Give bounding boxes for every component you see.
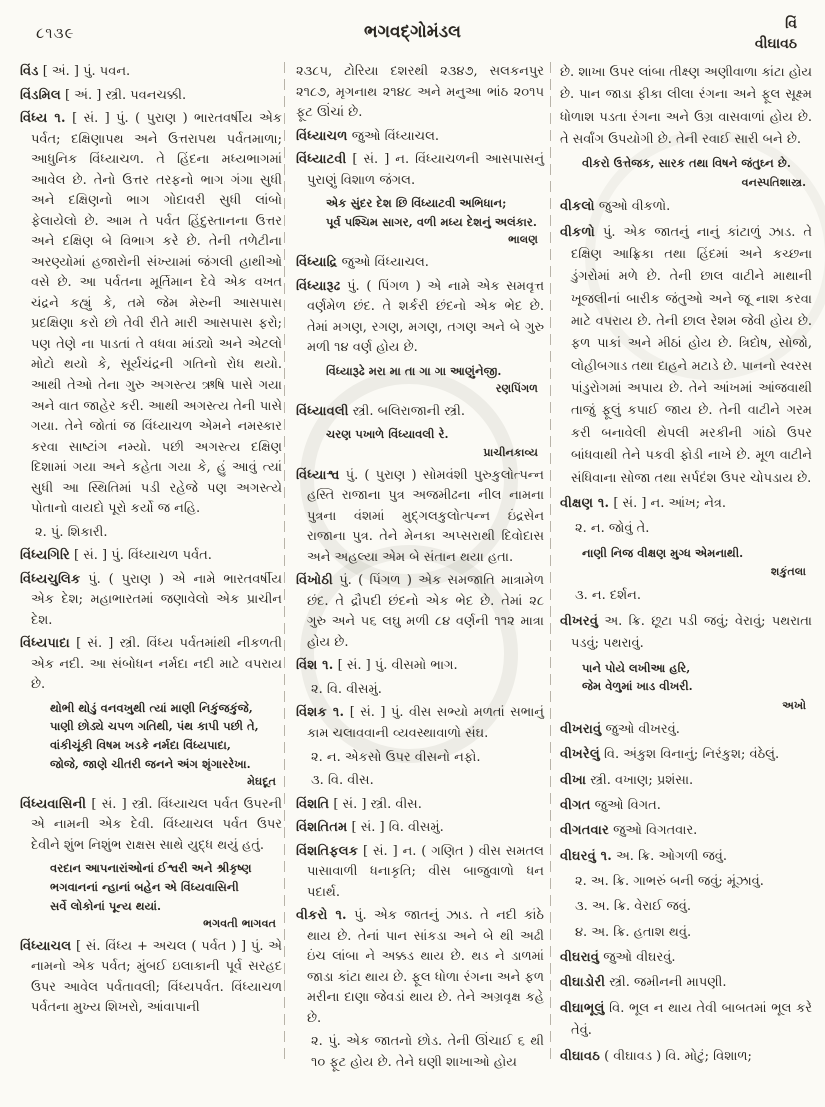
dictionary-entry: વિંધ્યપાદા [ સં. ] સ્ત્રી. વિંધ્ય પર્વતમાંથી નીકળતી એક નદી. આ સંબોધન નર્મદા નદી માટે વપરાય છે. [20,636,282,693]
column-middle [296,62,544,1077]
dictionary-entry: વિંડ [ અં. ] પું. પવન. [20,64,131,79]
dictionary-entry: વીઘાડોરી સ્ત્રી. જમીનની માપણી. [560,975,727,991]
headword: વિંધ્યાદ્રિ [296,254,338,270]
sense-line: ૨. અ. ક્રિ. ગાભરું બની જવું; મૂંઝાવું. [575,874,764,890]
headword: વિંધ્યાવલી [296,403,349,419]
column-right [560,62,812,1071]
verse-line: જોજે, જાણે ચીતરી જનને અંગ શૃંગારરેખા. [50,756,251,771]
sense-line: ૨. પું. એક જાતનો છોડ. તેની ઊંચાઈ ૬ થી ૧૦ ફૂટ હોય છે. તેને ઘણી શાખાઓ હોય [311,1034,544,1070]
guide-word-bottom: વીઘાવઠ [754,36,797,53]
headword: વિંધ્યાચળ [296,128,348,144]
dictionary-entry: વિંધ્યાવલી સ્ત્રી. બલિરાજાની સ્ત્રી. [296,403,465,419]
dictionary-entry: વિંધ્યચુલિક પું. ( પુરાણ ) એ નામે ભારતવર્ષીય એક દેશ; મહાભારતમાં જણાવેલો એક પ્રાચીન દેશ. [20,571,282,628]
guide-word-top: વિં [785,16,797,32]
verse-quotation [296,194,544,231]
sense-line: ૨. વિ. વીસમું. [311,681,382,697]
headword: વિંધ્યાશ્વ [296,467,340,483]
dictionary-entry: વિંશતિ [ સં. ] સ્ત્રી. વીસ. [296,796,422,812]
headword: વિંધ્યપાદા [20,636,70,652]
verse-line: વિંધ્યારૂઢે મરા મા તા ગા ગા આણુંનેજી. [326,363,502,378]
verse-line: પાણી છોડ્યે ચપળ ગતિથી, પંથ કાપી પછી તે, [50,719,259,734]
dictionary-entry: વિંધ્યવાસિની [ સં. ] સ્ત્રી. વિંધ્યાચલ પર્વત ઉપરની એ નામની એક દેવી. વિંધ્યાચલ પર્વત ઉપર દેવીને શુંભ નિશુંભ રાક્ષસ સાથે યુદ્ધ થયું હતું. [20,796,282,853]
sense-line: ૩. અ. ક્રિ. વેરાઈ જવું. [575,899,691,915]
dictionary-entry: વિંધ્યાટવી [ સં. ] ન. વિંધ્યાચળની આસપાસનું પુરાણું વિશાળ જંગલ. [296,152,544,188]
citation-attribution: અખો [782,697,806,712]
dictionary-entry: વિંશતિતમ [ સં. ] વિ. વીસમું. [296,820,444,836]
continuation-text: છે. શાખા ઉપર લાંબા તીક્ષ્ણ અણીવાળા કાંટા હોય છે. પાન જાડા ફીકા લીલા રંગના અને ફૂલ સૂક્ષ્મ ધોળાશ પડતા રંગના અને ઉગ્ર વાસવાળાં હોય છે. તે સર્વાંગ ઉપયોગી છે. તેની રવાઈ સારી બને છે. [560,65,813,148]
verse-line: ચરણ પખાળે વિંધ્યાવલી રે. [326,427,449,442]
dictionary-entry: વીખરવું અ. ક્રિ. છૂટા પડી જવું; વેરાવું; પથરાતા પડવું; પથરાવું. [560,613,812,652]
sense-line: ૨. ન. એકસો ઉપર વીસનો નફો. [311,749,481,765]
dictionary-entry: વીઘાભૂલું વિ. ભૂલ ન થાય તેવી બાબતમાં ભૂલ કરે તેવું. [560,1000,812,1039]
dictionary-entry: વિંખોઠી પું. ( પિંગળ ) એક સમજાતિ માત્રામેળ છંદ. તે દ્રૌપદી છંદનો એક ભેદ છે. તેમાં ૨૮ ગુરુ અને ૫૬ લઘુ મળી ૮૪ વર્ણની ૧૧૨ માત્રા હોય છે. [296,573,544,650]
citation-attribution: ભાલણ [508,232,538,247]
dictionary-entry: વીગત જુઓ વિગત. [560,797,661,813]
dictionary-entry: વિંશક ૧. [ સં. ] પું. વીસ સભ્યો મળતાં સભાનું કામ ચલાવવાની વ્યવસ્થાવાળો સંઘ. [296,705,544,741]
headword: વિંશક ૧. [296,705,345,721]
citation-attribution: શકુંતલા [770,564,806,579]
verse-line: પૂર્વ પશ્ચિમ સાગર, વળી મધ્ય દેશનું અલંકાર. [326,214,537,229]
sense-line: ૨. પું. શિકારી. [35,524,108,540]
headword: વીખરેલું [560,747,600,763]
dictionary-entry: વિંધ્યાદ્રિ જુઓ વિંધ્યાચલ. [296,254,429,270]
citation-attribution: વનસ્પતિશાસ્ત્ર. [741,174,806,189]
headword: વિંડમિલ [20,87,61,103]
headword: વીઘાવઠ [560,1048,600,1064]
headword: વીઘાડોરી [560,975,606,991]
verse-line: વીકરો ઉત્તેજક, સારક તથા વિષને જંતુઘ્ન છે. [582,156,791,171]
dictionary-entry: વીકરો ૧. પું. એક જાતનું ઝાડ. તે નદી કાંઠે થાય છે. તેનાં પાન સાંકડા અને બે થી અઢી ઇંચ લાંબા ને અક્કડ થાય છે. થડ ને ડાળમાં જાડા કાંટા થાય છે. ફૂલ ધોળા રંગના અને ફળ મરીના દાણા જેવડાં થાય છે. તેને અગ્રવૃક્ષ કહે છે. [296,908,544,1026]
headword: વિંધ્ય ૧. [20,111,66,127]
headword: વિંડ [20,64,39,79]
citation-attribution: ભગવતી ભાગવત [203,916,276,931]
sense-line: ૩. ન. દર્શન. [575,588,641,604]
sense-line: ૨. ન. જોવું તે. [575,521,650,537]
dictionary-entry: વીખરેલું વિ. અંકુશ વિનાનું; નિરંકુશ; વંઠેલું. [560,747,780,763]
headword: વીઘરવું ૧. [560,848,612,864]
headword: વિંધ્યચુલિક [20,571,81,587]
headword: વિંશતિતમ [296,820,348,836]
headword: વિંશ ૧. [296,658,334,674]
headword: વીગત [560,797,591,813]
page-title: ભગવદ્ગોમંડલ [364,22,461,42]
headword: વિંધ્યગિરિ [20,548,70,564]
verse-line: ભગવાનનાં ન્હાનાં બહેન એ વિંધ્યવાસિની [50,879,239,894]
verse-line: એક સુંદર દેશ છિ વિંધ્યાટવી અભિધાન; [326,196,507,211]
verse-line: સર્વે લોકોનાં પૂન્ય થયાં. [50,898,162,913]
citation-attribution: રણપિંગળ [495,381,538,396]
headword: વિંખોઠી [296,573,333,589]
dictionary-entry: વિંડમિલ [ અં. ] સ્ત્રી. પવનચક્કી. [20,87,187,103]
headword: વિંધ્યવાસિની [20,796,87,812]
citation-attribution: મેઘદૂત [247,774,276,789]
dictionary-entry: વિંશ ૧. [ સં. ] પું. વીસમો ભાગ. [296,658,458,674]
page-number: ૮૧૩૯ [36,24,75,42]
dictionary-entry: વિંધ્યાચળ જુઓ વિંધ્યાચલ. [296,128,440,144]
column-divider [284,62,285,1062]
dictionary-entry: વિંધ્યાશ્વ પું. ( પુરાણ ) સોમવંશી પુરુકુલોત્પન્ન હસ્તિ રાજાના પુત્ર અજમીઢના નીલ નામના પુત્રના વંશમાં મુદ્ગલકુલોત્પન્ન ઇંદ્રસેન રાજાના પુત્ર. તેને મેનકા અપ્સરાથી દિવોદાસ અને અહલ્યા એમ બે સંતાન થયા હતા. [296,467,544,565]
dictionary-entry: વીકળો પું. એક જાતનું નાનું કાંટાળું ઝાડ. તે દક્ષિણ આફ્રિકા તથા હિંદમાં અને કચ્છના ડુંગરોમાં મળે છે. તેની છાલ વાટીને માથાની ખૂજલીનાં બારીક જંતુઓ અને જૂ નાશ કરવા માટે વપરાય છે. તેની છાલ રેશમ જેવી હોય છે. ફળ પાકાં અને મીઠાં હોય છે. ત્રિદોષ, સોજો, લોહીબગાડ તથા દાહને મટાડે છે. પાનનો સ્વરસ પાંડુરોગમાં અપાય છે. તેને આંખમાં આંજવાથી તાજું ફૂલું કપાઈ જાય છે. તેની વાટીને ગરમ કરી બનાવેલી થેપલી મરકીની ગાંઠો ઉપર બાંધવાથી તેને પકવી ફોડી નાખે છે. મૂળ વાટીને સંધિવાના સોજા તથા સર્પદંશ ઉપર ચોપડાય છે. [560,224,812,486]
verse-quotation [560,544,812,563]
headword: વિંશતિ [296,796,330,812]
verse-line: થોભી થોડું વનવખુથી ત્યાં માણી નિકુંજકુંજે, [50,700,253,715]
verse-line: વાંકીચૂંકી વિષમ ખડકે નર્મદા વિંધ્યપાદા, [50,738,231,753]
column-divider [550,62,551,1062]
headword: વીકળો [560,224,595,240]
headword: વીક્ષણ ૧. [560,495,610,511]
citation-attribution: પ્રાચીનકાવ્ય [483,444,538,459]
headword: વીખરવું [560,613,599,629]
headword: વીકલો [560,199,595,215]
dictionary-entry: વીઘરવું ૧. અ. ક્રિ. ઓગળી જવું. [560,848,727,864]
headword: વીઘાભૂલું [560,1000,605,1016]
sense-line: ૩. વિ. વીસ. [311,773,374,789]
headword: વિંધ્યાટવી [296,152,347,168]
headword: વિંધ્યારૂઢ [296,278,341,294]
verse-quotation [20,859,282,915]
verse-quotation [560,154,812,173]
verse-line: નાણી નિજ વીક્ષણ મુગ્ધ એમનાથી. [582,545,744,560]
verse-line: પાને પોયે લખીઆ હરિ, [582,660,691,675]
headword: વીગતવાર [560,823,609,839]
dictionary-entry: વિંશતિફલક [ સં. ] ન. ( ગણિત ) વીસ સમતલ પાસાવાળી ધનાકૃતિ; વીસ બાજુવાળો ધન પદાર્થ. [296,843,544,900]
dictionary-entry: વિંધ્યાચલ [ સં. વિંધ્ય + અચલ ( પર્વત ) ] પું. એ નામનો એક પર્વત; મુંબઈ ઇલાકાની પૂર્વ સરહદ ઉપર આવેલ પર્વતાવલી; વિંધ્યપર્વત. વિંધ્યાચળ પર્વતના મુખ્ય શિખરો, આંવાપાની [20,938,282,1016]
verse-quotation [296,425,544,444]
continuation-text: ૨૩૮૫, ટોરિયા દશરથી ૨૩૪૭, સલકનપુર ૨૧૮૭, મૃગનાથ ૨૧૪૮ અને મનુઆ ભાંઠ ૨૦૧૫ ફૂટ ઊંચાં છે. [296,64,544,121]
verse-line: જેમ વેળુમાં ખાડ વીખરી. [582,679,693,694]
dictionary-entry: વિંધ્યારૂઢ પું. ( પિંગળ ) એ નામે એક સમવૃત્ત વર્ણમેળ છંદ. તે શર્કરી છંદનો એક ભેદ છે. તેમાં મગણ, રગણ, મગણ, તગણ અને બે ગુરુ મળી ૧૪ વર્ણ હોય છે. [296,278,544,356]
headword: વિંધ્યાચલ [20,938,72,954]
verse-line: વરદાન આપનારાંઓનાં ઈશ્વરી અને શ્રીકૃષ્ણ [50,861,252,876]
dictionary-entry: વીઘરાવું જુઓ વીઘરવું. [560,950,676,966]
dictionary-entry: વીકલો જુઓ વીકળો. [560,199,671,215]
dictionary-entry: વિંધ્ય ૧. [ સં. ] પું. ( પુરાણ ) ભારતવર્ષીય એક પર્વત; દક્ષિણાપથ અને ઉત્તરાપથ પર્વતમાળા; આધુનિક વિંધ્યાચળ. તે હિંદના મધ્યભાગમાં આવેલ છે. તેનો ઉત્તર તરફનો ભાગ ગંગા સુધી અને દક્ષિણનો ભાગ ગોદાવરી સુધી લાંબો ફેલાયેલો છે. આમ તે પર્વત હિંદુસ્તાનના ઉત્તર અને દક્ષિણ બે વિભાગ કરે છે. તેની તળેટીના અરણ્યોમાં હજારોની સંખ્યામાં જંગલી હાથીઓ વસે છે. આ પર્વતના મૂર્તિમાન દેવે એક વખત ચંદ્રને કહ્યું કે, તમે જેમ મેરુની આસપાસ પ્રદક્ષિણા કરો છો તેવી રીતે મારી આસપાસ ફરો; પણ તેણે ના પાડતાં તે વધવા માંડ્યો અને એટલો મોટો થયો કે, સૂર્યચંદ્રની ગતિનો રોધ થયો. આથી તેઓ તેના ગુરુ અગસ્ત્ય ઋષિ પાસે ગયા અને વાત જાહેર કરી. આથી અગસ્ત્ય તેની પાસે ગયા. તેને જોતાં જ વિંધ્યાચળ એમને નમસ્કાર કરવા સાષ્ટાંગ નમ્યો. પછી અગસ્ત્ય દક્ષિણ દિશામાં ગયા અને કહેતા ગયા કે, હું આવું ત્યાં સુધી આ સ્થિતિમાં પડી રહેજે પણ અગસ્ત્યે પોતાનો વાયદો પૂરો કર્યો જ નહિ. [20,111,282,517]
headword: વીઘરાવું [560,950,600,966]
dictionary-entry: વિંધ્યગિરિ [ સં. ] પું. વિંધ્યાચળ પર્વત. [20,548,212,564]
guide-words [755,14,797,55]
verse-quotation [20,699,282,773]
dictionary-entry: વીગતવાર જુઓ વિગતવાર. [560,823,698,839]
verse-quotation [296,362,544,381]
dictionary-entry: વીઘાવઠ ( વીઘાવડ ) વિ. મોટું; વિશાળ; [560,1048,752,1064]
headword: વીકરો ૧. [296,908,347,924]
verse-quotation [560,659,812,696]
sense-line: ૪. અ. ક્રિ. હતાશ થવું. [575,924,692,940]
headword: વીખરાવું [560,721,602,737]
headword: વીખા [560,772,587,788]
headword: વિંશતિફલક [296,843,359,859]
column-left [20,62,282,1022]
dictionary-entry: વીખા સ્ત્રી. વખાણ; પ્રશંસા. [560,772,694,788]
dictionary-entry: વીખરાવું જુઓ વીખરવું. [560,721,680,737]
dictionary-entry: વીક્ષણ ૧. [ સં. ] ન. આંખ; નેત્ર. [560,495,727,511]
